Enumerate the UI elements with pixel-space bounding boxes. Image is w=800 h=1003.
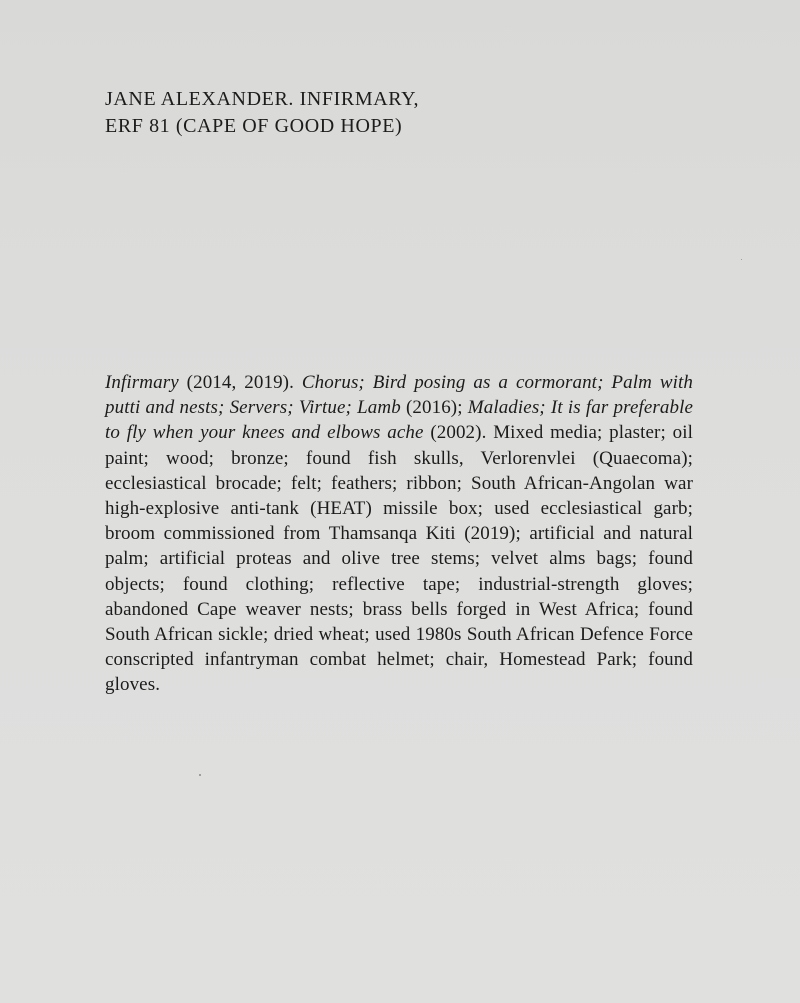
materials-list: Mixed media; plaster; oil paint; wood; bronze; found fish skulls, Verlorenvlei (Quaecoma); ecclesiastical brocade; felt; feathers; ribbon; South African-Angolan war high-explosive anti-tank (HEAT) missile box; used ecclesiastical garb; broom commissioned from Thamsanqa Kiti (2019); artificial and natural palm; artificial proteas and olive tree stems; velvet alms bags; found objects; found clothing; reflective tape; industrial-strength gloves; abandoned Cape weaver nests; brass bells forged in West Africa; found South African sickle; dried wheat; used 1980s South African Defence Force conscripted infantryman combat helmet; chair, Homestead Park; found gloves. [105,422,693,696]
paper-speck [741,259,742,260]
works-list-2-year: (2002). [423,422,487,444]
heading-line-2: ERF 81 (CAPE OF GOOD HOPE) [105,115,403,137]
works-list-1: Chorus; Bird posing as a cormorant; Palm with putti and nests; Servers; Virtue; Lamb [105,372,693,419]
artwork-title: Infirmary [105,372,179,393]
heading-line-1: JANE ALEXANDER. INFIRMARY, [105,88,420,110]
artwork-caption [105,370,693,698]
works-list-2: Maladies; It is far preferable to fly when your knees and elbows ache [105,397,694,444]
paper-speck [199,774,201,776]
page-heading [105,86,419,140]
works-list-1-year: (2016); [400,397,468,419]
artwork-years: (2014, 2019). [178,372,302,393]
